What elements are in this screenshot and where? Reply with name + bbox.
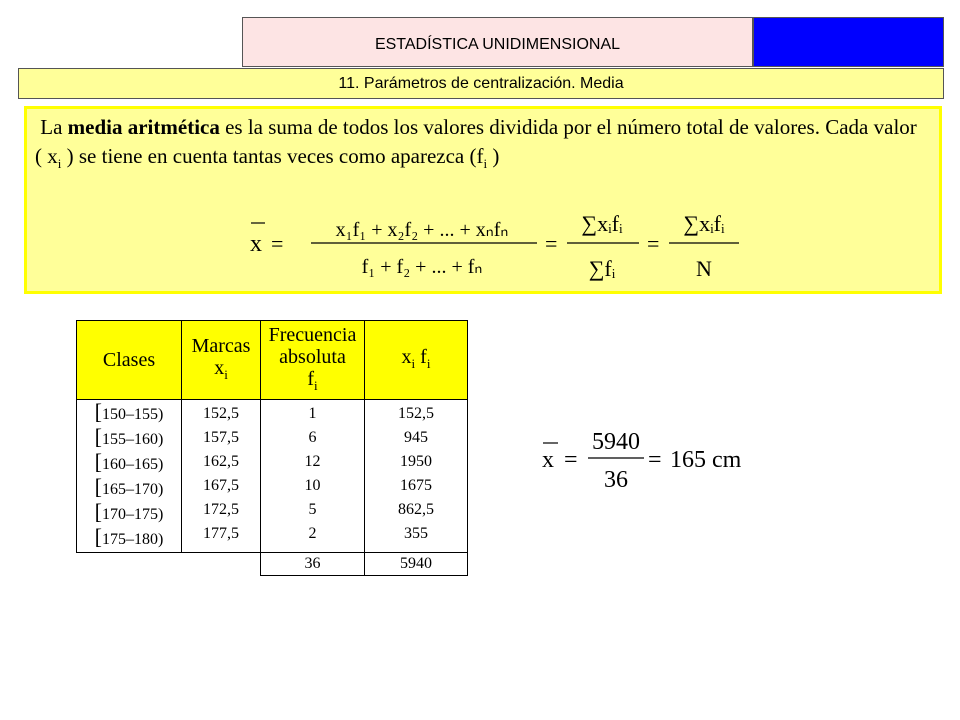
definition-sub2: i [483,156,488,172]
header-producto: $x_i$ $f_i$ [365,321,468,400]
slide-subtitle [18,68,944,99]
formula-denominator: f₁ + f₂ + ... + fₙ [361,256,483,278]
mean-formula [247,201,747,291]
table-data-block [77,400,468,553]
result-eq2: = [648,447,662,473]
table-row: [175–180) [94,524,164,549]
slide-subtitle-text: 11. Parámetros de centralización. Media [338,74,624,92]
formula-final-denominator: N [696,256,712,281]
result-numerator: 5940 [592,429,640,455]
table-row: [160–165) [94,449,164,474]
total-producto: 5940 [365,553,468,576]
formula-sum-numerator: ∑xᵢfᵢ [581,211,623,236]
result-formula [540,425,770,495]
column-producto: 152,5 945 1950 1675 862,5 355 [365,400,468,553]
column-clases [77,400,182,553]
result-denominator: 36 [604,467,628,493]
table-row: [170–175) [94,499,164,524]
header-marcas: Marcas $x_i$ [182,321,261,400]
definition-term: media aritmética [67,115,220,139]
definition-text-part3: ) [487,144,500,168]
frequency-table [76,320,468,576]
table-header-row [77,321,468,400]
table-row: [155–160) [94,424,164,449]
formula-numerator: x₁f₁ + x₂f₂ + ... + xₙfₙ [335,219,509,241]
result-eq1: = [564,447,578,473]
definition-text-part1: es la suma de todos los valores dividida por el número total de valores. Cada valor ( x [35,115,917,168]
table-row: [150–155) [94,399,164,424]
definition-text [35,113,925,178]
column-frecuencia: 1 6 12 10 5 2 [261,400,365,553]
definition-panel [24,106,942,294]
definition-text-part2: ) se tiene en cuenta tantas veces como aparezca (f [61,144,484,168]
table-totals-row [77,553,468,576]
table-row: [165–170) [94,474,164,499]
result-xbar: x [542,447,554,473]
column-marcas: 152,5 157,5 162,5 167,5 172,5 177,5 [182,400,261,553]
formula-eq2: = [545,231,558,256]
definition-intro: La [40,115,68,139]
formula-final-numerator: ∑xᵢfᵢ [683,211,725,236]
total-frecuencia: 36 [261,553,365,576]
accent-block [753,17,944,67]
formula-eq3: = [647,231,660,256]
formula-sum-denominator: ∑fᵢ [588,256,616,281]
result-value: 165 cm [670,447,742,473]
definition-sub1: i [57,156,62,172]
section-title [242,17,753,67]
header-frecuencia: Frecuencia absoluta $f_i$ [261,321,365,400]
formula-xbar: x [250,231,262,257]
formula-eq1: = [271,231,284,256]
header-clases: Clases [77,321,182,400]
section-title-text: ESTADÍSTICA UNIDIMENSIONAL [374,36,621,53]
